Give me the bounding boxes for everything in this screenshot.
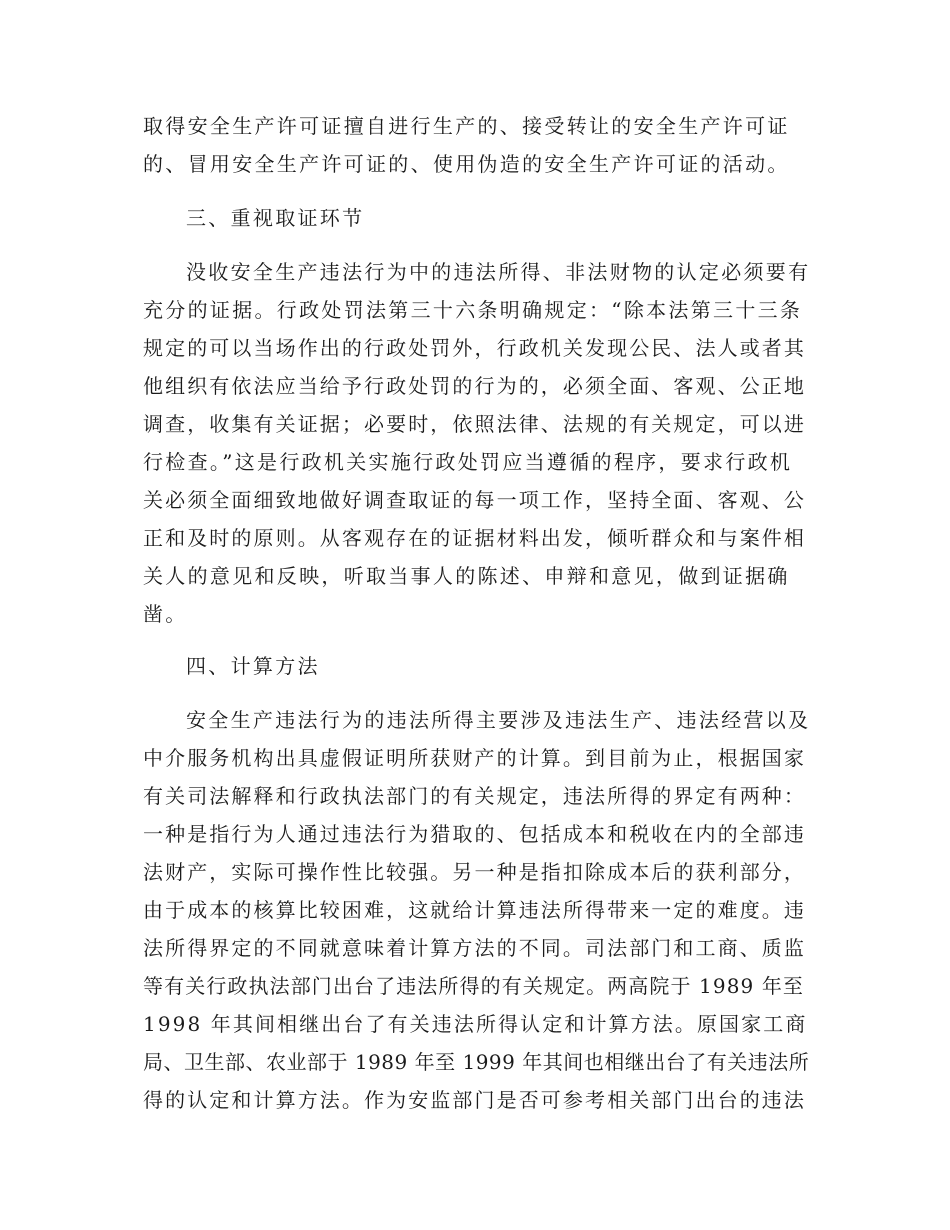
- text-line: 规定的可以当场作出的行政处罚外，行政机关发现公民、法人或者其: [143, 336, 806, 360]
- text-line: 中介服务机构出具虚假证明所获财产的计算。到目前为止，根据国家: [143, 746, 806, 770]
- section-heading: 三、重视取证环节: [186, 206, 365, 230]
- text-line: 法财产，实际可操作性比较强。另一种是指扣除成本后的获利部分，: [143, 860, 806, 884]
- text-line: 法所得界定的不同就意味着计算方法的不同。司法部门和工商、质监: [143, 936, 806, 960]
- text-line: 关人的意见和反映，听取当事人的陈述、申辩和意见，做到证据确: [143, 564, 790, 588]
- text-line: 充分的证据。行政处罚法第三十六条明确规定：“除本法第三十三条: [143, 298, 803, 322]
- text-line: 局、卫生部、农业部于 1989 年至 1999 年其间也相继出台了有关违法所: [143, 1050, 810, 1074]
- text-line: 调查，收集有关证据；必要时，依照法律、法规的有关规定，可以进: [143, 412, 806, 436]
- paragraph-first-line: 没收安全生产违法行为中的违法所得、非法财物的认定必须要有: [186, 260, 811, 284]
- text-line: 取得安全生产许可证擅自进行生产的、接受转让的安全生产许可证: [143, 114, 790, 138]
- text-line: 等有关行政执法部门出台了违法所得的有关规定。两高院于 1989 年至: [143, 974, 805, 998]
- section-heading: 四、计算方法: [186, 654, 320, 678]
- text-line: 关必须全面细致地做好调查取证的每一项工作，坚持全面、客观、公: [143, 488, 806, 512]
- paragraph-first-line: 安全生产违法行为的违法所得主要涉及违法生产、违法经营以及: [186, 708, 811, 732]
- text-line: 行检查。”这是行政机关实施行政处罚应当遵循的程序，要求行政机: [143, 450, 793, 474]
- text-line: 得的认定和计算方法。作为安监部门是否可参考相关部门出台的违法: [143, 1088, 806, 1112]
- text-line: 一种是指行为人通过违法行为猎取的、包括成本和税收在内的全部违: [143, 822, 806, 846]
- text-line: 凿。: [143, 602, 188, 626]
- text-line: 由于成本的核算比较困难，这就给计算违法所得带来一定的难度。违: [143, 898, 806, 922]
- text-line: 的、冒用安全生产许可证的、使用伪造的安全生产许可证的活动。: [143, 152, 790, 176]
- text-line: 1998 年其间相继出台了有关违法所得认定和计算方法。原国家工商: [143, 1012, 808, 1036]
- text-line: 正和及时的原则。从客观存在的证据材料出发，倾听群众和与案件相: [143, 526, 806, 550]
- text-line: 有关司法解释和行政执法部门的有关规定，违法所得的界定有两种：: [143, 784, 806, 808]
- text-line: 他组织有依法应当给予行政处罚的行为的，必须全面、客观、公正地: [143, 374, 806, 398]
